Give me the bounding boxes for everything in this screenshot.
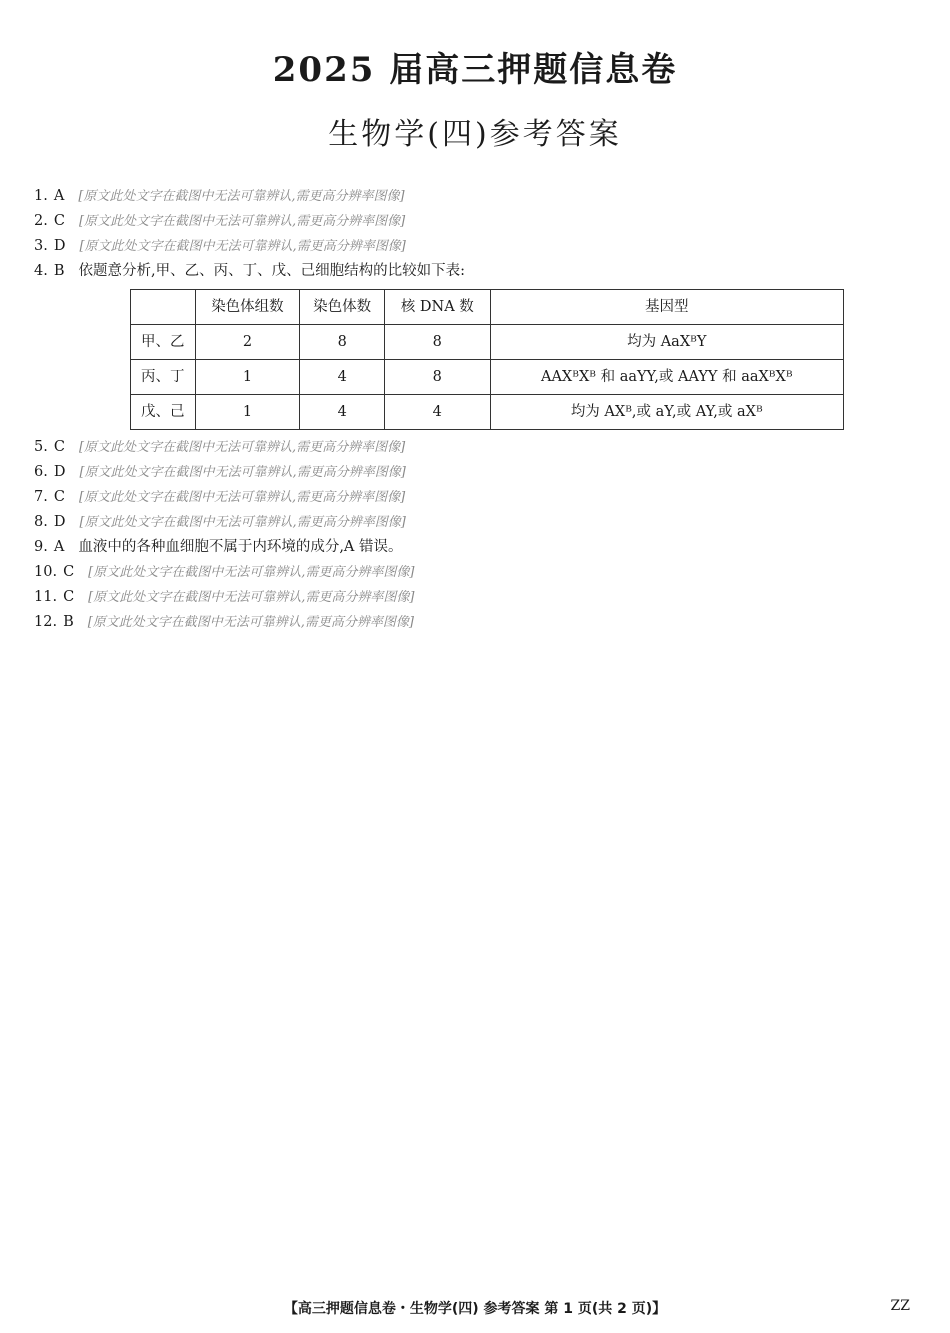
- item-answer: D: [53, 238, 66, 254]
- comparison-table: [130, 289, 844, 430]
- table-cell: 甲、乙: [131, 325, 196, 360]
- item-number: 1.: [34, 188, 48, 204]
- footer-code: ZZ: [890, 1298, 910, 1314]
- item-number: 8.: [34, 514, 48, 530]
- table-header: 染色体数: [300, 290, 385, 325]
- page-subtitle: 生物学(四)参考答案: [328, 117, 622, 152]
- item-explanation: 依题意分析,甲、乙、丙、丁、戊、己细胞结构的比较如下表:: [78, 263, 465, 279]
- unreadable-note: [原文此处文字在截图中无法可靠辨认,需更高分辨率图像]: [79, 465, 406, 480]
- answer-item: [34, 511, 916, 534]
- answer-item: [34, 260, 916, 283]
- answer-item: [34, 561, 916, 584]
- table-cell: 2: [195, 325, 300, 360]
- item-number: 6.: [34, 464, 48, 480]
- unreadable-note: [原文此处文字在截图中无法可靠辨认,需更高分辨率图像]: [78, 189, 405, 204]
- unreadable-note: [原文此处文字在截图中无法可靠辨认,需更高分辨率图像]: [78, 440, 406, 455]
- table-cell: 1: [195, 360, 300, 395]
- answer-item: [34, 486, 916, 509]
- table-cell: AAXᴮXᴮ 和 aaYY,或 AAYY 和 aaXᴮXᴮ: [490, 360, 843, 395]
- item-number: 12.: [34, 614, 58, 630]
- item-answer: C: [63, 564, 75, 580]
- item-answer: C: [53, 489, 65, 505]
- item-answer: B: [63, 614, 74, 630]
- table-cell: 戊、己: [131, 395, 196, 430]
- table-row: [131, 360, 844, 395]
- answer-item: [34, 611, 916, 634]
- table-header: [131, 290, 196, 325]
- unreadable-note: [原文此处文字在截图中无法可靠辨认,需更高分辨率图像]: [79, 239, 406, 254]
- item-answer: D: [53, 464, 66, 480]
- table-header: 染色体组数: [195, 290, 300, 325]
- item-answer: A: [53, 188, 65, 204]
- answer-item: [34, 461, 916, 484]
- table-header: 核 DNA 数: [385, 290, 491, 325]
- item-number: 10.: [34, 564, 58, 580]
- table-cell: 4: [300, 360, 385, 395]
- item-number: 4.: [34, 263, 48, 279]
- table-cell: 4: [385, 395, 491, 430]
- answer-item: [34, 436, 916, 459]
- unreadable-note: [原文此处文字在截图中无法可靠辨认,需更高分辨率图像]: [78, 214, 406, 229]
- item-answer: C: [63, 589, 75, 605]
- table-cell: 4: [300, 395, 385, 430]
- page-footer: 【高三押题信息卷・生物学(四) 参考答案 第 1 页(共 2 页)】: [283, 1301, 667, 1317]
- item-answer: C: [53, 439, 65, 455]
- item-answer: B: [53, 263, 65, 279]
- item-number: 5.: [34, 439, 48, 455]
- answer-list: [34, 185, 916, 634]
- table-cell: 8: [300, 325, 385, 360]
- table-cell: 均为 AXᴮ,或 aY,或 AY,或 aXᴮ: [490, 395, 843, 430]
- page-title: 2025 届高三押题信息卷: [272, 50, 678, 90]
- unreadable-note: [原文此处文字在截图中无法可靠辨认,需更高分辨率图像]: [78, 490, 406, 505]
- item-number: 2.: [34, 213, 48, 229]
- unreadable-note: [原文此处文字在截图中无法可靠辨认,需更高分辨率图像]: [87, 615, 414, 630]
- table-cell: 均为 AaXᴮY: [490, 325, 843, 360]
- unreadable-note: [原文此处文字在截图中无法可靠辨认,需更高分辨率图像]: [88, 565, 415, 580]
- answer-item: [34, 586, 916, 609]
- item-number: 9.: [34, 539, 48, 555]
- item-answer: C: [53, 213, 65, 229]
- table-cell: 8: [385, 325, 491, 360]
- item-explanation: 血液中的各种血细胞不属于内环境的成分,A 错误。: [78, 539, 403, 555]
- item-answer: D: [53, 514, 66, 530]
- answer-item: [34, 185, 916, 208]
- table-cell: 8: [385, 360, 491, 395]
- table-cell: 丙、丁: [131, 360, 196, 395]
- unreadable-note: [原文此处文字在截图中无法可靠辨认,需更高分辨率图像]: [79, 515, 406, 530]
- item-number: 7.: [34, 489, 48, 505]
- table-row: [131, 325, 844, 360]
- answer-item: [34, 536, 916, 559]
- answer-item: [34, 210, 916, 233]
- unreadable-note: [原文此处文字在截图中无法可靠辨认,需更高分辨率图像]: [88, 590, 415, 605]
- item-answer: A: [53, 539, 65, 555]
- item-number: 11.: [34, 589, 58, 605]
- table-header: 基因型: [490, 290, 843, 325]
- item-number: 3.: [34, 238, 48, 254]
- answer-item: [34, 235, 916, 258]
- table-cell: 1: [195, 395, 300, 430]
- table-row: [131, 395, 844, 430]
